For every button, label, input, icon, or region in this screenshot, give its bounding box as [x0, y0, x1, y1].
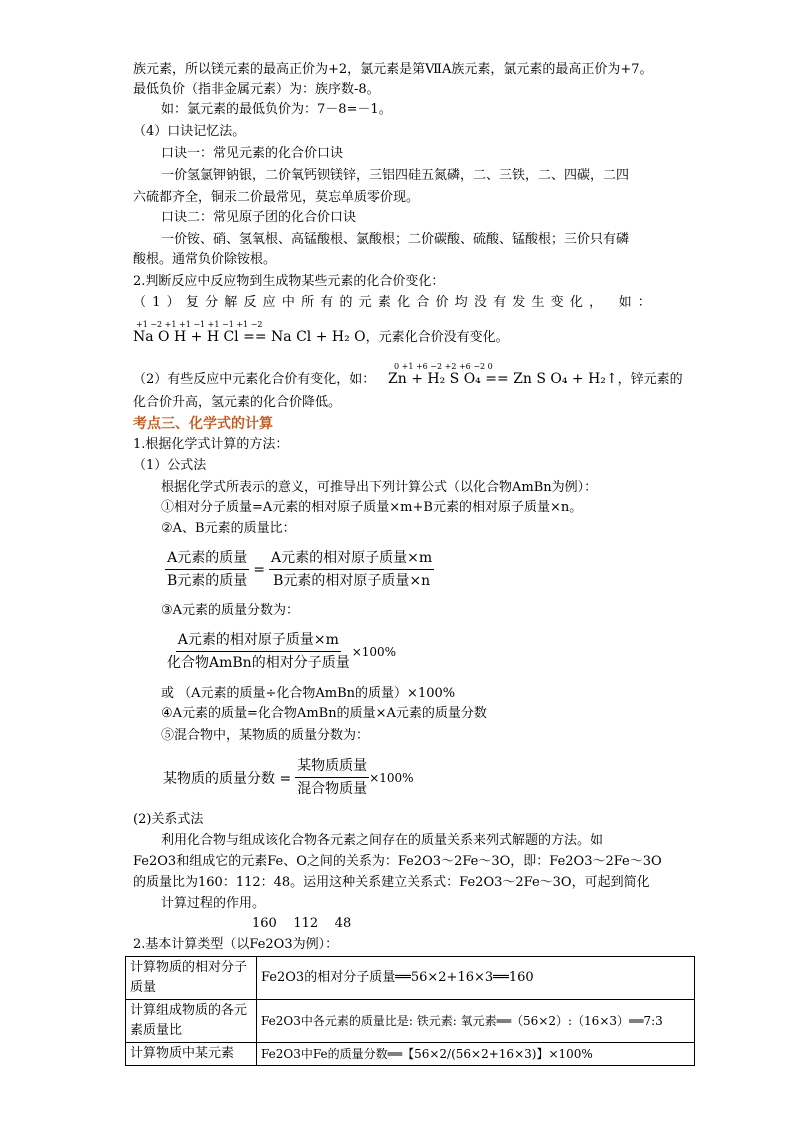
text-line: 1.根据化学式计算的方法：	[133, 437, 289, 452]
text-line: ①相对分子质量=A元素的相对原子质量×m+B元素的相对原子质量×n。	[161, 500, 583, 515]
text-line: 六硫都齐全，铜汞二价最常见，莫忘单质零价现。	[133, 190, 420, 205]
mixture-fraction-formula	[163, 756, 414, 799]
text-line: 一价氢氯钾钠银，二价氧钙钡镁锌，三铝四硅五氮磷，二、三铁，二、四碳，二四	[161, 168, 630, 183]
equation-1	[133, 327, 509, 348]
text-line: ④A元素的质量=化合物AmBn的质量×A元素的质量分数	[161, 706, 487, 721]
text-line: 的质量比为160：112：48。运用这种关系建立关系式：Fe2O3～2Fe～3O，可起到简化	[133, 875, 650, 890]
fraction-numerator: A元素的相对原子质量×m	[176, 630, 341, 652]
mass-values: 160 112 48	[252, 916, 352, 931]
calculation-types-table	[125, 956, 695, 1066]
text-line: 如：氯元素的最低负价为：7－8=－1。	[161, 102, 392, 117]
text-line: 口诀二：常见原子团的化合价口诀	[161, 210, 357, 225]
fraction-numerator: A元素的相对原子质量×m	[269, 548, 434, 570]
text-line: （1）复分解反应中所有的元素化合价均没有发生变化， 如：	[133, 295, 658, 310]
table-cell: Fe2O3中各元素的质量比是: 铁元素: 氧元素══（56×2）:（16×3）══7:3	[257, 1000, 695, 1043]
charge-labels-eq1: +1 −2 +1 +1 −1 +1 −1 +1 −2	[136, 320, 263, 329]
equation-2	[388, 369, 683, 390]
table-cell: 计算物质中某元素	[126, 1043, 257, 1066]
text-line: Fe2O3和组成它的元素Fe、O之间的关系为：Fe2O3～2Fe～3O，即：Fe2O3～2Fe～3O	[133, 854, 662, 869]
text-line: 2.基本计算类型（以Fe2O3为例）：	[133, 937, 339, 952]
mass-ratio-formula	[165, 548, 434, 591]
section-heading: 考点三、化学式的计算	[133, 416, 273, 432]
fraction-right	[269, 548, 434, 591]
fraction-lead: 某物质的质量分数 =	[163, 770, 292, 787]
table-row	[126, 1000, 695, 1043]
fraction-tail: ×100%	[351, 644, 397, 659]
table-cell: 计算组成物质的各元素质量比	[126, 1000, 257, 1043]
fraction-numerator: A元素的质量	[165, 548, 249, 570]
table-row	[126, 957, 695, 1000]
fraction	[295, 756, 369, 799]
text-line: ③A元素的质量分数为：	[161, 603, 300, 618]
text-line: 计算过程的作用。	[161, 896, 266, 911]
equation-1-formula: Na O H + H Cl == Na Cl + H₂ O	[133, 329, 366, 345]
fraction-denominator: B元素的质量	[167, 573, 248, 589]
text-line: 根据化学式所表示的意义，可推导出下列计算公式（以化合物AmBn为例）：	[161, 480, 598, 495]
charge-labels-eq2: 0 +1 +6 −2 +2 +6 −2 0	[394, 362, 493, 371]
text-line: 或 （A元素的质量÷化合物AmBn的质量）×100%	[161, 686, 456, 701]
table-cell: Fe2O3中Fe的质量分数══【56×2/(56×2+16×3)】×100%	[257, 1043, 695, 1066]
text-line: 化合价升高，氢元素的化合价降低。	[133, 395, 342, 410]
text-line: （4）口诀记忆法。	[133, 124, 246, 139]
table-cell: Fe2O3的相对分子质量══56×2+16×3══160	[257, 957, 695, 1000]
equation-2-tail: ，锌元素的	[617, 372, 683, 387]
text-line: 一价铵、硝、氢氧根、高锰酸根、氯酸根；二价碳酸、硫酸、锰酸根；三价只有磷	[161, 232, 630, 247]
fraction-left	[165, 548, 249, 591]
equation-1-tail: ，元素化合价没有变化。	[365, 330, 509, 345]
fraction-denominator: B元素的相对原子质量×n	[273, 573, 431, 589]
fraction-numerator: 某物质质量	[295, 756, 369, 778]
equals-sign: =	[253, 561, 266, 578]
text-line: ⑤混合物中，某物质的质量分数为：	[161, 728, 370, 743]
equation-2-formula: Zn + H₂ S O₄ == Zn S O₄ + H₂↑	[388, 371, 618, 387]
fraction-denominator: 化合物AmBn的相对分子质量	[167, 655, 350, 671]
fraction-tail: ×100%	[369, 770, 414, 785]
table-cell: 计算物质的相对分子质量	[126, 957, 257, 1000]
text-line: ②A、B元素的质量比：	[161, 521, 296, 536]
table-row	[126, 1043, 695, 1066]
mass-fraction-formula	[165, 630, 396, 673]
text-line: （2）有些反应中元素化合价有变化，如：	[133, 372, 376, 387]
fraction	[165, 630, 352, 673]
fraction-denominator: 混合物质量	[297, 781, 368, 797]
text-line: （1）公式法	[133, 458, 207, 473]
text-line: 酸根。通常负价除铵根。	[133, 252, 277, 267]
text-line: 2.判断反应中反应物到生成物某些元素的化合价变化：	[133, 274, 445, 289]
text-line: (2)关系式法	[133, 812, 204, 827]
text-line: 利用化合物与组成该化合物各元素之间存在的质量关系来列式解题的方法。如	[161, 833, 604, 848]
text-line: 口诀一：常见元素的化合价口诀	[161, 146, 344, 161]
text-line: 族元素，所以镁元素的最高正价为+2，氯元素是第ⅦA族元素，氯元素的最高正价为+7。	[133, 62, 653, 77]
text-line: 最低负价（指非金属元素）为：族序数-8。	[133, 82, 380, 97]
